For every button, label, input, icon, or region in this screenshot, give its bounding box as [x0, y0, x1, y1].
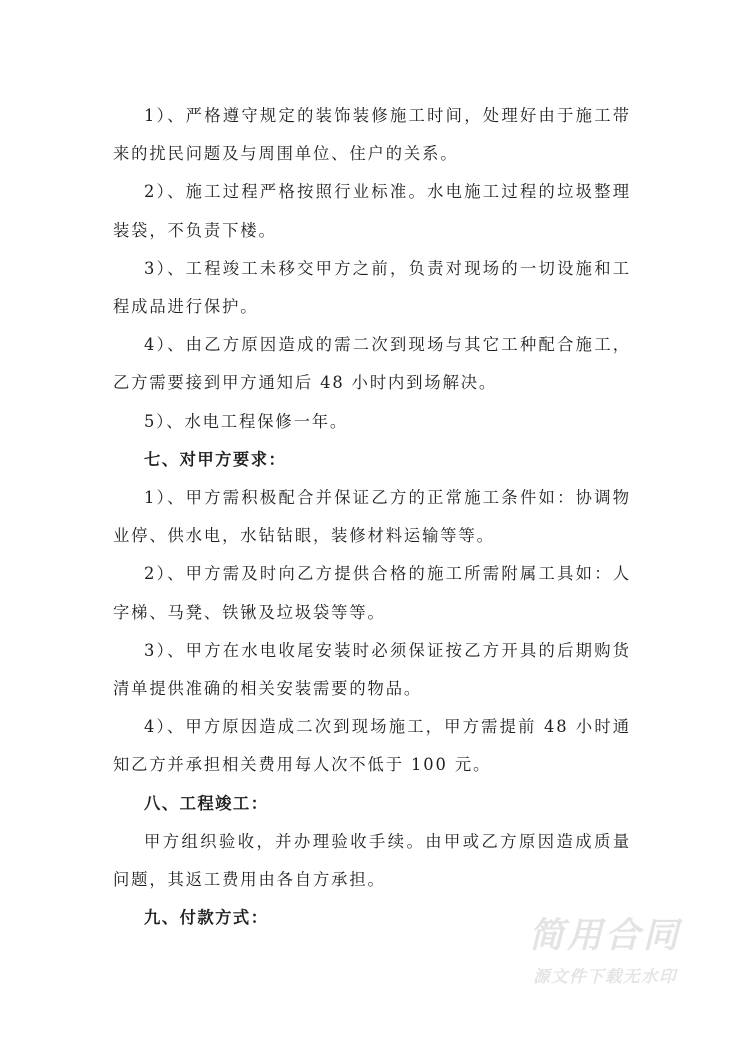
section-heading-9: 九、付款方式： — [144, 908, 269, 928]
clause-6-4: 4）、由乙方原因造成的需二次到现场与其它工种配合施工，乙方需要接到甲方通知后 48 小时内到场解决。 — [113, 335, 631, 393]
watermark-title: 简用合同 — [528, 916, 681, 956]
watermark-subtitle: 源文件下载无水印 — [533, 967, 677, 986]
document-body — [113, 97, 631, 937]
clause-6-2: 2）、施工过程严格按照行业标准。水电施工过程的垃圾整理装袋，不负责下楼。 — [113, 182, 631, 240]
clause-7-3: 3）、甲方在水电收尾安装时必须保证按乙方开具的后期购货清单提供准确的相关安装需要的物品。 — [113, 640, 631, 699]
clause-6-3: 3）、工程竣工未移交甲方之前，负责对现场的一切设施和工程成品进行保护。 — [113, 258, 631, 317]
clause-7-1: 1）、甲方需积极配合并保证乙方的正常施工条件如：协调物业停、供水电，水钻钻眼，装修材料运输等等。 — [113, 488, 631, 546]
watermark — [510, 915, 700, 989]
section-heading-8: 八、工程竣工： — [144, 793, 269, 813]
section-heading-7: 七、对甲方要求： — [144, 449, 287, 469]
clause-8-body: 甲方组织验收，并办理验收手续。由甲或乙方原因造成质量问题，其返工费用由各自方承担。 — [113, 831, 631, 890]
clause-6-1: 1）、严格遵守规定的装饰装修施工时间，处理好由于施工带来的扰民问题及与周围单位、住户的关系。 — [113, 106, 631, 164]
clause-7-2: 2）、甲方需及时向乙方提供合格的施工所需附属工具如：人字梯、马凳、铁锹及垃圾袋等等。 — [113, 564, 631, 622]
clause-6-5: 5）、水电工程保修一年。 — [144, 411, 349, 431]
clause-7-4: 4）、甲方原因造成二次到现场施工，甲方需提前 48 小时通知乙方并承担相关费用每人次不低于 100 元。 — [113, 717, 631, 775]
